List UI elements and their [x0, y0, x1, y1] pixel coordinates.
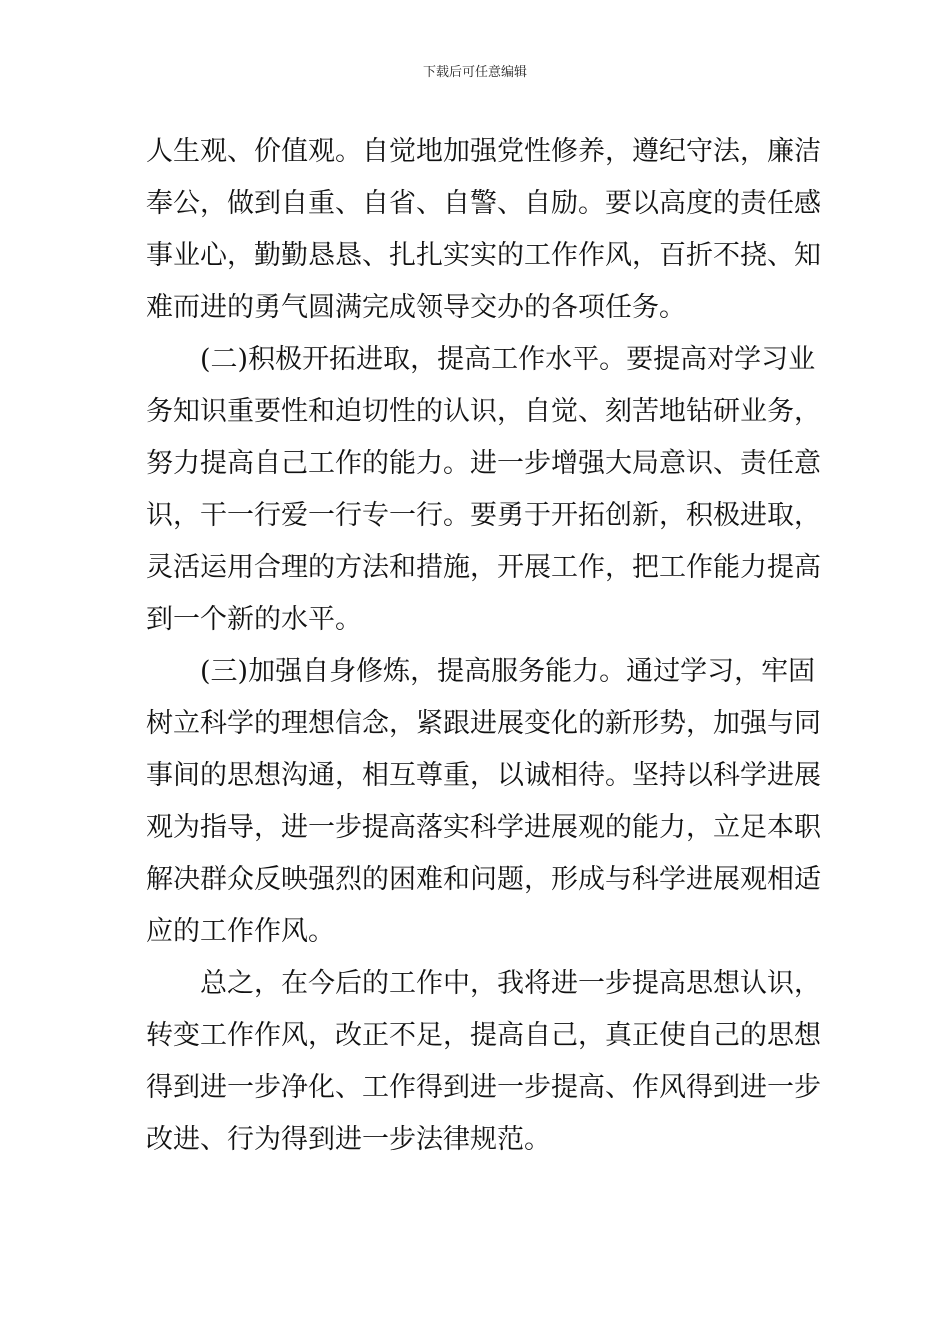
text-line: 难而进的勇气圆满完成领导交办的各项任务。 [146, 292, 686, 323]
text-line: 转变工作作风，改正不足，提高自己，真正使自己的思想 [146, 1020, 821, 1051]
document-body [146, 126, 821, 1166]
text-line: 应的工作作风。 [146, 916, 335, 947]
text-line: 树立科学的理想信念，紧跟进展变化的新形势，加强与同 [146, 708, 821, 739]
text-line: 务知识重要性和迫切性的认识，自觉、刻苦地钻研业务， [146, 396, 821, 427]
text-line: 到一个新的水平。 [146, 604, 362, 635]
text-line: 事业心，勤勤恳恳、扎扎实实的工作作风，百折不挠、知 [146, 240, 821, 271]
text-line: 奉公，做到自重、自省、自警、自励。要以高度的责任感 [146, 188, 821, 219]
text-line: 努力提高自己工作的能力。进一步增强大局意识、责任意 [146, 448, 821, 479]
text-line: 改进、行为得到进一步法律规范。 [146, 1124, 551, 1155]
text-line: 观为指导，进一步提高落实科学进展观的能力，立足本职 [146, 812, 821, 843]
text-line: 人生观、价值观。自觉地加强党性修养，遵纪守法，廉洁 [146, 136, 821, 167]
text-line: 灵活运用合理的方法和措施，开展工作，把工作能力提高 [146, 552, 821, 583]
text-line: 解决群众反映强烈的困难和问题，形成与科学进展观相适 [146, 864, 821, 895]
text-line: 事间的思想沟通，相互尊重，以诚相待。坚持以科学进展 [146, 760, 821, 791]
text-line: 总之，在今后的工作中，我将进一步提高思想认识， [200, 968, 821, 999]
text-line: 识，干一行爱一行专一行。要勇于开拓创新，积极进取， [146, 500, 821, 531]
text-line: 得到进一步净化、工作得到进一步提高、作风得到进一步 [146, 1072, 821, 1103]
text-line: (三)加强自身修炼，提高服务能力。通过学习，牢固 [200, 656, 816, 687]
text-line: (二)积极开拓进取，提高工作水平。要提高对学习业 [200, 344, 816, 375]
page-header: 下载后可任意编辑 [422, 65, 527, 80]
